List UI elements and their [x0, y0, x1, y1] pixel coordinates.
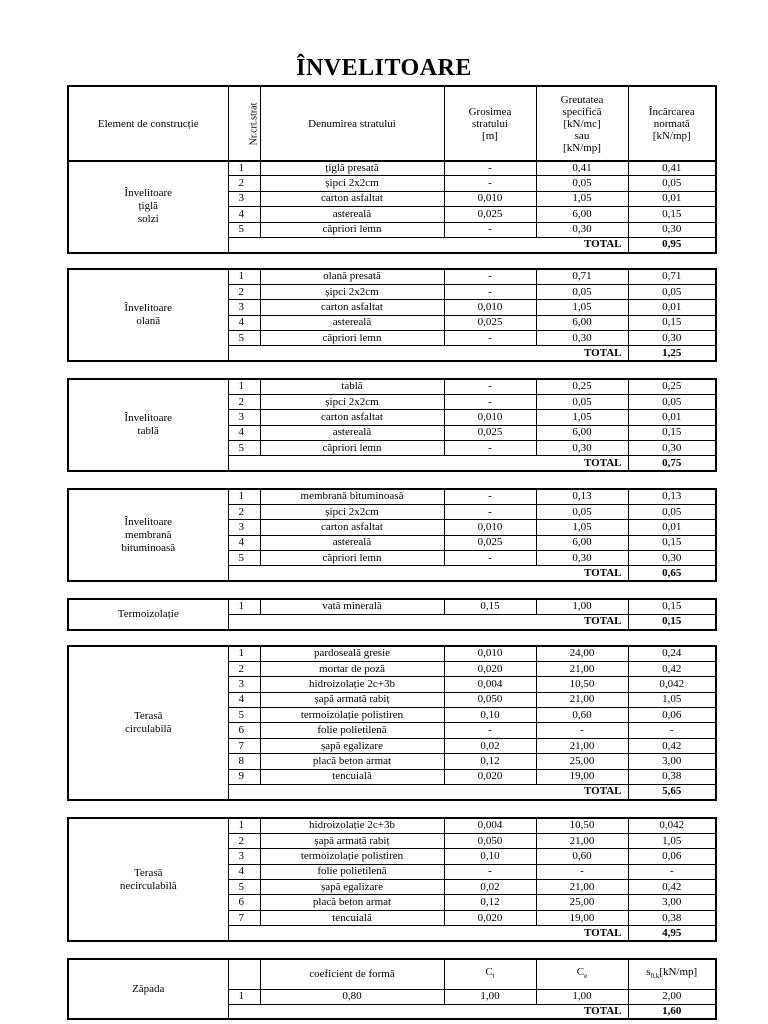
layer-name: șipci 2x2cm: [260, 504, 444, 519]
section-element-label: Terasă circulabilă: [68, 646, 228, 800]
layer-nr: 2: [228, 504, 260, 519]
layer-name: membrană bituminoasă: [260, 489, 444, 504]
layer-weight: 10,50: [536, 818, 628, 833]
layer-load: 0,01: [628, 300, 716, 315]
layer-name: placă beton armat: [260, 895, 444, 910]
layer-thickness: 0,12: [444, 895, 536, 910]
layer-nr: 1: [228, 599, 260, 614]
layer-thickness: 0,010: [444, 300, 536, 315]
layer-name: astereală: [260, 315, 444, 330]
total-label: TOTAL: [228, 566, 628, 581]
layer-name: șapă armată rabiț: [260, 833, 444, 848]
layer-name: astereală: [260, 535, 444, 550]
layer-thickness: 0,020: [444, 661, 536, 676]
layer-load: -: [628, 864, 716, 879]
layer-thickness: -: [444, 331, 536, 346]
layer-thickness: 0,050: [444, 833, 536, 848]
layer-load: 0,05: [628, 284, 716, 299]
layer-thickness: -: [444, 394, 536, 409]
layer-thickness: -: [444, 176, 536, 191]
layer-thickness: 0,020: [444, 769, 536, 784]
section-table: [67, 160, 717, 254]
layer-weight: 0,05: [536, 284, 628, 299]
layer-thickness: 0,004: [444, 818, 536, 833]
section-table: [67, 378, 717, 472]
layer-weight: 0,13: [536, 489, 628, 504]
layer-weight: 19,00: [536, 769, 628, 784]
layer-load: 0,38: [628, 769, 716, 784]
layer-name: șapă armată rabiț: [260, 692, 444, 707]
total-value: 1,60: [628, 1004, 716, 1019]
layer-nr: 4: [228, 692, 260, 707]
layer-weight: 1,05: [536, 410, 628, 425]
layer-nr: 4: [228, 207, 260, 222]
layer-load: 0,01: [628, 191, 716, 206]
layer-weight: 1,05: [536, 520, 628, 535]
layer-thickness: 0,12: [444, 754, 536, 769]
layer-thickness: -: [444, 379, 536, 394]
layer-nr: 2: [228, 394, 260, 409]
snow-s-header: $s_{0,k}[kN/mp]$: [628, 959, 716, 989]
layer-load: 0,06: [628, 708, 716, 723]
layer-thickness: 0,010: [444, 520, 536, 535]
snow-data-row: 1 0,80 1,00 1,00 2,00: [68, 989, 716, 1004]
layer-load: 0,30: [628, 441, 716, 456]
layer-name: mortar de poză: [260, 661, 444, 676]
layer-load: 0,042: [628, 818, 716, 833]
layer-thickness: -: [444, 269, 536, 284]
layer-weight: 6,00: [536, 207, 628, 222]
layer-load: 0,24: [628, 646, 716, 661]
layer-thickness: 0,02: [444, 738, 536, 753]
layer-nr: 9: [228, 769, 260, 784]
layer-thickness: -: [444, 864, 536, 879]
layer-name: carton asfaltat: [260, 410, 444, 425]
layer-thickness: -: [444, 723, 536, 738]
layer-load: 0,30: [628, 222, 716, 237]
header-element: Element de construcție: [68, 86, 228, 161]
layer-load: 0,13: [628, 489, 716, 504]
layer-name: termoizolație polistiren: [260, 708, 444, 723]
total-value: 4,95: [628, 926, 716, 941]
total-value: 5,65: [628, 785, 716, 800]
layer-thickness: 0,004: [444, 677, 536, 692]
layer-nr: 2: [228, 833, 260, 848]
section-element-label: Învelitoare tablă: [68, 379, 228, 471]
layer-nr: 4: [228, 535, 260, 550]
layer-nr: 4: [228, 315, 260, 330]
header-denumire: Denumirea stratului: [260, 86, 444, 161]
layer-weight: 21,00: [536, 738, 628, 753]
layer-nr: 5: [228, 222, 260, 237]
section-element-label: Învelitoare țiglă solzi: [68, 161, 228, 253]
layer-weight: 0,60: [536, 849, 628, 864]
layer-nr: 4: [228, 425, 260, 440]
snow-ce-header: $C_e$: [536, 959, 628, 989]
layer-weight: 0,41: [536, 161, 628, 176]
layer-thickness: 0,025: [444, 207, 536, 222]
layer-name: șipci 2x2cm: [260, 394, 444, 409]
layer-thickness: -: [444, 504, 536, 519]
layer-name: hidroizolație 2c+3b: [260, 677, 444, 692]
layer-load: 1,05: [628, 692, 716, 707]
layer-load: 0,30: [628, 551, 716, 566]
layer-nr: 1: [228, 818, 260, 833]
table-row: [68, 269, 716, 284]
page-title: ÎNVELITOARE: [296, 55, 472, 81]
layer-nr: 1: [228, 489, 260, 504]
layer-nr: 1: [228, 269, 260, 284]
layer-weight: 21,00: [536, 692, 628, 707]
layer-name: vată minerală: [260, 599, 444, 614]
table-row: [68, 818, 716, 833]
layer-name: olană presată: [260, 269, 444, 284]
layer-thickness: -: [444, 161, 536, 176]
layer-name: țiglă presată: [260, 161, 444, 176]
section-element-label: Învelitoare membrană bituminoasă: [68, 489, 228, 581]
layer-load: 0,25: [628, 379, 716, 394]
table-row: [68, 646, 716, 661]
layer-name: tencuială: [260, 910, 444, 925]
total-value: 0,95: [628, 237, 716, 252]
total-label: TOTAL: [228, 237, 628, 252]
total-label: TOTAL: [228, 926, 628, 941]
layer-name: tencuială: [260, 769, 444, 784]
layer-nr: 2: [228, 661, 260, 676]
table-header-row: [68, 86, 716, 161]
header-incarcare: Încărcarea normată [kN/mp]: [628, 86, 716, 161]
layer-weight: 6,00: [536, 535, 628, 550]
layer-nr: 3: [228, 849, 260, 864]
layer-nr: 7: [228, 738, 260, 753]
layer-name: căpriori lemn: [260, 331, 444, 346]
layer-name: pardoseală gresie: [260, 646, 444, 661]
layer-nr: 5: [228, 441, 260, 456]
layer-thickness: 0,025: [444, 315, 536, 330]
layer-load: 0,15: [628, 425, 716, 440]
section-element-label: Termoizolație: [68, 599, 228, 630]
layer-nr: 3: [228, 191, 260, 206]
layer-nr: 5: [228, 880, 260, 895]
layer-thickness: 0,050: [444, 692, 536, 707]
layer-name: astereală: [260, 425, 444, 440]
table-row: [68, 489, 716, 504]
layer-weight: 25,00: [536, 754, 628, 769]
layer-nr: 5: [228, 551, 260, 566]
section-table: [67, 488, 717, 582]
layer-load: 3,00: [628, 895, 716, 910]
layer-load: -: [628, 723, 716, 738]
layer-name: hidroizolație 2c+3b: [260, 818, 444, 833]
layer-load: 0,15: [628, 599, 716, 614]
layer-thickness: 0,10: [444, 708, 536, 723]
layer-name: șapă egalizare: [260, 738, 444, 753]
layer-weight: 0,05: [536, 394, 628, 409]
layer-name: termoizolație polistiren: [260, 849, 444, 864]
section-table: [67, 598, 717, 631]
layer-load: 1,05: [628, 833, 716, 848]
layer-thickness: 0,025: [444, 425, 536, 440]
layer-load: 0,42: [628, 661, 716, 676]
total-value: 0,75: [628, 456, 716, 471]
layer-nr: 3: [228, 300, 260, 315]
table-row: [68, 599, 716, 614]
layer-thickness: 0,010: [444, 646, 536, 661]
layer-thickness: -: [444, 551, 536, 566]
layer-weight: 0,60: [536, 708, 628, 723]
layer-nr: 3: [228, 410, 260, 425]
layer-thickness: 0,15: [444, 599, 536, 614]
layer-nr: 1: [228, 161, 260, 176]
layer-load: 0,05: [628, 176, 716, 191]
layer-nr: 2: [228, 176, 260, 191]
layer-weight: 1,00: [536, 599, 628, 614]
layer-name: folie polietilenă: [260, 723, 444, 738]
layer-load: 3,00: [628, 754, 716, 769]
layer-weight: 10,50: [536, 677, 628, 692]
layer-weight: 0,30: [536, 331, 628, 346]
layer-nr: 6: [228, 895, 260, 910]
layer-load: 0,05: [628, 394, 716, 409]
layer-load: 0,05: [628, 504, 716, 519]
layer-nr: 5: [228, 331, 260, 346]
layer-name: carton asfaltat: [260, 300, 444, 315]
layer-name: șipci 2x2cm: [260, 176, 444, 191]
layer-name: tablă: [260, 379, 444, 394]
layer-nr: 2: [228, 284, 260, 299]
layer-thickness: -: [444, 284, 536, 299]
layer-name: placă beton armat: [260, 754, 444, 769]
layer-load: 0,06: [628, 849, 716, 864]
layer-name: carton asfaltat: [260, 520, 444, 535]
layer-name: căpriori lemn: [260, 441, 444, 456]
total-label: TOTAL: [228, 614, 628, 629]
layer-load: 0,71: [628, 269, 716, 284]
layer-nr: 4: [228, 864, 260, 879]
layer-name: folie polietilenă: [260, 864, 444, 879]
layer-thickness: -: [444, 489, 536, 504]
section-table: [67, 645, 717, 801]
layer-thickness: 0,02: [444, 880, 536, 895]
table-row: [68, 161, 716, 176]
layer-weight: 21,00: [536, 833, 628, 848]
layer-name: astereală: [260, 207, 444, 222]
layer-load: 0,15: [628, 315, 716, 330]
layer-weight: 0,30: [536, 551, 628, 566]
snow-ct-header: $C_t$: [444, 959, 536, 989]
layer-load: 0,42: [628, 738, 716, 753]
snow-header-row: [68, 959, 716, 989]
layer-weight: 24,00: [536, 646, 628, 661]
total-label: TOTAL: [228, 1004, 628, 1019]
layer-thickness: -: [444, 441, 536, 456]
layer-weight: 0,30: [536, 441, 628, 456]
layer-name: șipci 2x2cm: [260, 284, 444, 299]
section-table: [67, 268, 717, 362]
layer-nr: 3: [228, 520, 260, 535]
layer-weight: -: [536, 723, 628, 738]
layer-name: căpriori lemn: [260, 222, 444, 237]
layer-thickness: -: [444, 222, 536, 237]
layer-nr: 8: [228, 754, 260, 769]
layer-name: căpriori lemn: [260, 551, 444, 566]
layer-weight: 6,00: [536, 315, 628, 330]
layer-load: 0,15: [628, 535, 716, 550]
layer-nr: 1: [228, 646, 260, 661]
layer-weight: -: [536, 864, 628, 879]
layer-weight: 25,00: [536, 895, 628, 910]
layer-name: șapă egalizare: [260, 880, 444, 895]
layer-thickness: 0,010: [444, 191, 536, 206]
total-value: 0,65: [628, 566, 716, 581]
layer-weight: 21,00: [536, 880, 628, 895]
layer-weight: 0,71: [536, 269, 628, 284]
layer-weight: 1,05: [536, 191, 628, 206]
layer-load: 0,01: [628, 410, 716, 425]
layer-load: 0,38: [628, 910, 716, 925]
layer-weight: 19,00: [536, 910, 628, 925]
layer-load: 0,042: [628, 677, 716, 692]
layer-weight: 6,00: [536, 425, 628, 440]
header-greutate: Greutatea specifică [kN/mc] sau [kN/mp]: [536, 86, 628, 161]
table-row: [68, 379, 716, 394]
section-table: [67, 817, 717, 942]
layer-nr: 5: [228, 708, 260, 723]
layer-name: carton asfaltat: [260, 191, 444, 206]
total-value: 0,15: [628, 614, 716, 629]
total-value: 1,25: [628, 346, 716, 361]
layer-thickness: 0,010: [444, 410, 536, 425]
section-element-label: Învelitoare olană: [68, 269, 228, 361]
layer-load: 0,01: [628, 520, 716, 535]
snow-table: [67, 958, 717, 1020]
header-nr: Nr.crt.strat: [228, 86, 260, 161]
layer-weight: 0,30: [536, 222, 628, 237]
layer-thickness: 0,10: [444, 849, 536, 864]
total-label: TOTAL: [228, 456, 628, 471]
layer-weight: 0,05: [536, 504, 628, 519]
layer-load: 0,15: [628, 207, 716, 222]
layer-load: 0,41: [628, 161, 716, 176]
layer-weight: 1,05: [536, 300, 628, 315]
layer-load: 0,42: [628, 880, 716, 895]
layer-thickness: 0,025: [444, 535, 536, 550]
layer-load: 0,30: [628, 331, 716, 346]
snow-element: Zăpada: [68, 959, 228, 1019]
layer-nr: 3: [228, 677, 260, 692]
layer-weight: 0,05: [536, 176, 628, 191]
layer-thickness: 0,020: [444, 910, 536, 925]
layer-weight: 0,25: [536, 379, 628, 394]
snow-coef-header: coeficient de formă: [260, 959, 444, 989]
total-label: TOTAL: [228, 346, 628, 361]
layer-weight: 21,00: [536, 661, 628, 676]
layer-nr: 6: [228, 723, 260, 738]
roofing-table-tigla: [67, 85, 717, 162]
layer-nr: 1: [228, 379, 260, 394]
header-grosime: Grosimea stratului [m]: [444, 86, 536, 161]
layer-nr: 7: [228, 910, 260, 925]
section-element-label: Terasă necirculabilă: [68, 818, 228, 941]
total-label: TOTAL: [228, 785, 628, 800]
